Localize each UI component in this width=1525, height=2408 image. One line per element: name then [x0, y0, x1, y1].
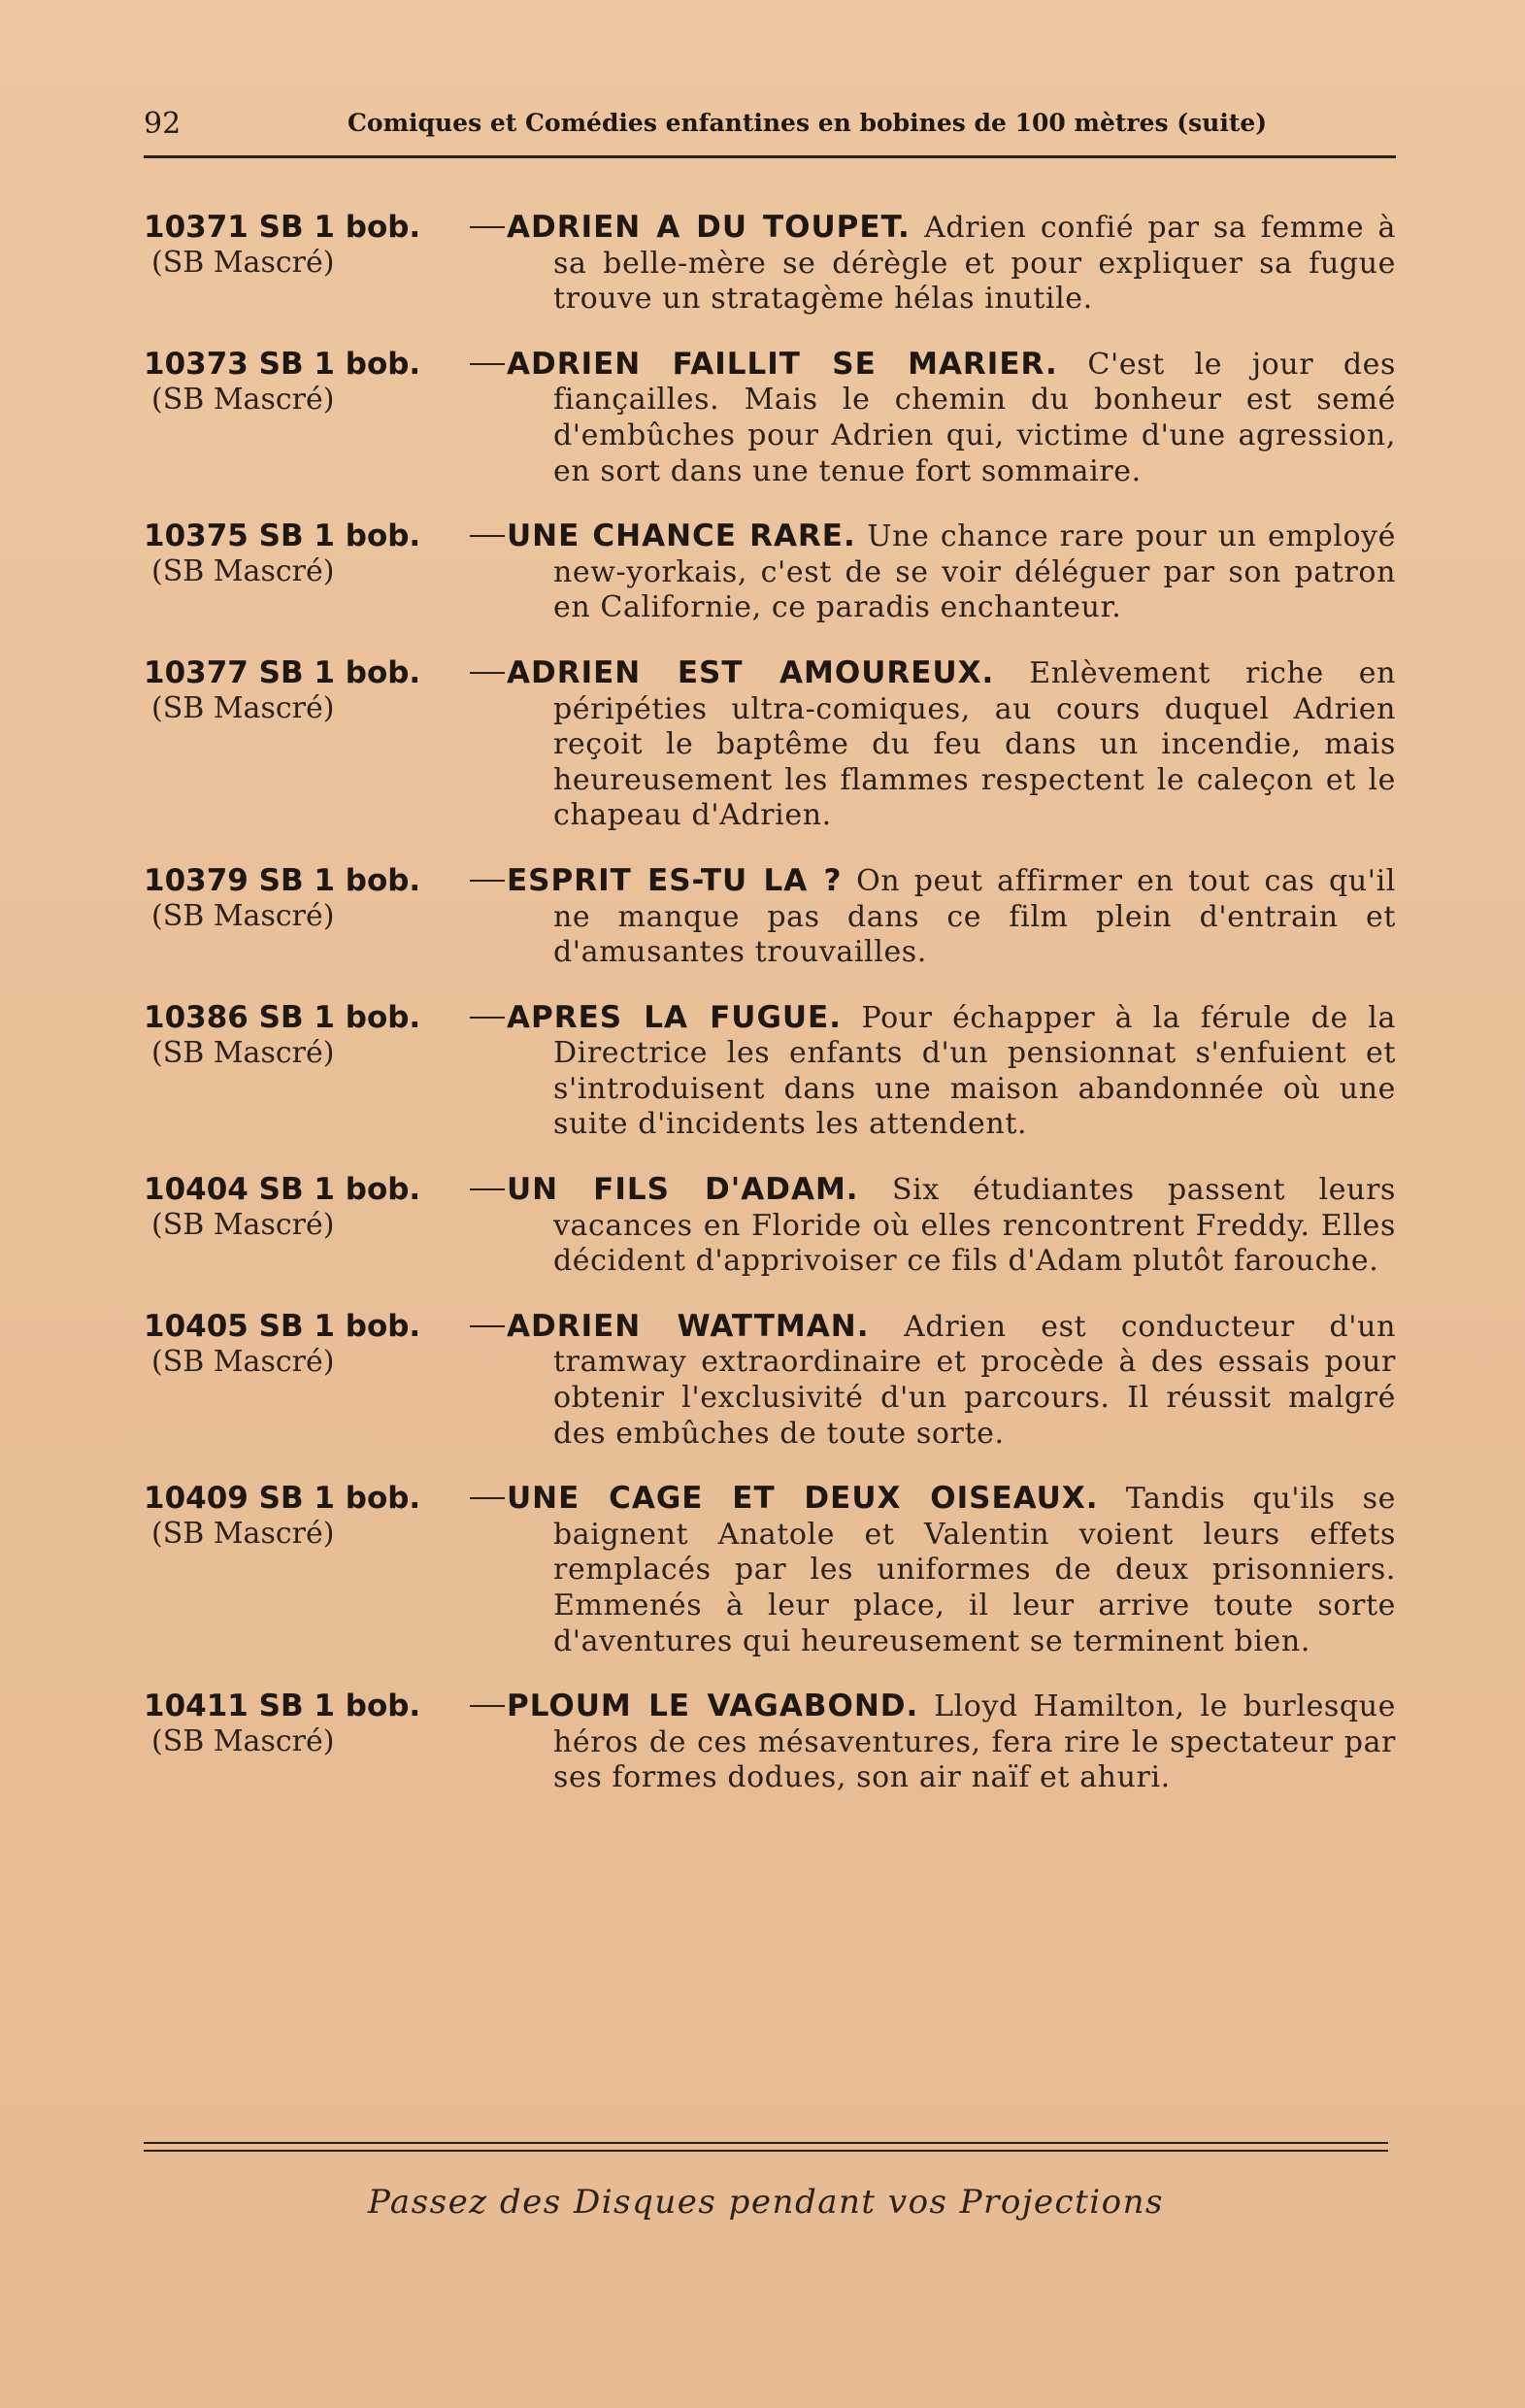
entry-description: Tandis qu'ils se baignent Anatole et Valentin voient leurs effets remplacés par les uniformes de deux prisonniers. Emmenés à leur place, il leur arrive toute sorte d'aventures qui heureusement se terminent bien.: [553, 1482, 1396, 1658]
entry-distributor: (SB Mascré): [151, 1517, 335, 1552]
entry-title: ADRIEN WATTMAN.: [507, 1308, 870, 1344]
entry-description-block: [507, 1689, 1396, 1796]
footer-rule: [144, 2142, 1388, 2144]
entry-title: UNE CAGE ET DEUX OISEAUX.: [507, 1481, 1099, 1517]
entry-reference-block: [144, 210, 464, 281]
entry-reference: 10386 SB 1 bob.: [144, 999, 421, 1035]
page-header: [144, 101, 1396, 155]
entry-dash: [470, 535, 505, 537]
entry-reference: 10409 SB 1 bob.: [144, 1481, 421, 1517]
catalog-entry: [144, 1689, 1396, 1796]
catalog-entry: [144, 863, 1396, 971]
entry-distributor: (SB Mascré): [151, 382, 335, 417]
entry-title: APRES LA FUGUE.: [507, 999, 843, 1035]
entry-reference-block: [144, 863, 464, 934]
entry-distributor: (SB Mascré): [151, 690, 335, 725]
entry-reference: 10404 SB 1 bob.: [144, 1172, 421, 1208]
entry-description-block: [507, 1308, 1397, 1452]
entry-distributor: (SB Mascré): [151, 1208, 335, 1243]
entry-description-block: [507, 1481, 1396, 1659]
footer-rule: [144, 2150, 1388, 2152]
entry-title: ADRIEN FAILLIT SE MARIER.: [507, 346, 1058, 382]
entry-reference: 10373 SB 1 bob.: [144, 346, 421, 382]
header-rule: [144, 155, 1396, 158]
entry-reference-block: [144, 1689, 464, 1759]
entry-reference-block: [144, 1172, 464, 1243]
entry-dash: [470, 1188, 505, 1190]
entry-description-block: [507, 862, 1396, 971]
catalog-entry: [144, 1172, 1396, 1280]
entry-dash: [470, 226, 505, 228]
entry-reference-block: [144, 518, 464, 589]
entry-dash: [470, 363, 505, 365]
entry-title: UNE CHANCE RARE.: [507, 518, 856, 554]
catalog-entry: [144, 1481, 1396, 1659]
entry-distributor: (SB Mascré): [151, 246, 335, 280]
entry-description: Pour échapper à la férule de la Directrice les enfants d'un pensionnat s'enfuient et s'introduisent dans une maison abandonnée où une suite d'incidents les attendent.: [553, 1000, 1396, 1142]
entry-reference: 10379 SB 1 bob.: [144, 862, 421, 898]
running-title: Comiques et Comédies enfantines en bobines de 100 mètres (suite): [348, 109, 1268, 137]
entry-description-block: [507, 999, 1396, 1143]
entry-title: PLOUM LE VAGABOND.: [507, 1689, 919, 1724]
entry-description: Adrien est conducteur d'un tramway extraordinaire et procède à des essais pour obtenir l'exclusivité d'un parcours. Il réussit malgré des embûches de toute sorte.: [553, 1309, 1397, 1451]
entry-reference-block: [144, 655, 464, 726]
catalog-entry: [144, 347, 1396, 489]
entry-description-block: [507, 1172, 1396, 1280]
entry-reference: 10371 SB 1 bob.: [144, 210, 421, 245]
entry-reference: 10411 SB 1 bob.: [144, 1689, 421, 1724]
entry-title: ADRIEN A DU TOUPET.: [507, 210, 911, 245]
page-number: 92: [144, 107, 182, 141]
entry-description: Six étudiantes passent leurs vacances en Floride où elles rencontrent Freddy. Elles décident d'apprivoiser ce fils d'Adam plutôt farouche.: [553, 1173, 1396, 1279]
entry-dash: [470, 1325, 505, 1327]
entry-reference-block: [144, 1481, 464, 1552]
entry-description: C'est le jour des fiançailles. Mais le chemin du bonheur est semé d'embûches pour Adrien qui, victime d'une agression, en sort dans une tenue fort sommaire.: [553, 347, 1396, 488]
entry-title: UN FILS D'ADAM.: [507, 1172, 859, 1208]
entry-title: ADRIEN EST AMOUREUX.: [507, 654, 995, 690]
entry-reference: 10405 SB 1 bob.: [144, 1308, 421, 1344]
entry-distributor: (SB Mascré): [151, 554, 335, 589]
entry-description-block: [507, 210, 1396, 318]
entry-dash: [470, 1017, 505, 1019]
catalog-entries: [144, 210, 1396, 1825]
entry-title: ESPRIT ES-TU LA ?: [507, 862, 843, 898]
entry-dash: [470, 672, 505, 674]
catalog-entry: [144, 518, 1396, 626]
entry-dash: [470, 880, 505, 882]
entry-description: Lloyd Hamilton, le burlesque héros de ces mésaventures, fera rire le spectateur par ses formes dodues, son air naïf et ahuri.: [553, 1689, 1396, 1795]
entry-dash: [470, 1497, 505, 1499]
catalog-entry: [144, 1309, 1396, 1452]
entry-description: Une chance rare pour un employé new-yorkais, c'est de se voir déléguer par son patron en Californie, ce paradis enchanteur.: [553, 519, 1397, 625]
entry-reference: 10377 SB 1 bob.: [144, 654, 421, 690]
entry-description: On peut affirmer en tout cas qu'il ne manque pas dans ce film plein d'entrain et d'amusantes trouvailles.: [553, 863, 1396, 970]
entry-reference-block: [144, 1000, 464, 1071]
entry-description: Enlèvement riche en péripéties ultra-comiques, au cours duquel Adrien reçoit le baptême du feu dans un incendie, mais heureusement les flammes respectent le caleçon et le chapeau d'Adrien.: [553, 655, 1397, 833]
entry-description-block: [507, 518, 1397, 626]
footer-slogan: Passez des Disques pendant vos Projections: [368, 2183, 1164, 2222]
entry-description-block: [507, 346, 1396, 489]
entry-reference: 10375 SB 1 bob.: [144, 518, 421, 554]
entry-distributor: (SB Mascré): [151, 1035, 335, 1070]
entry-distributor: (SB Mascré): [151, 898, 335, 933]
entry-reference-block: [144, 1309, 464, 1380]
catalog-entry: [144, 1000, 1396, 1143]
entry-distributor: (SB Mascré): [151, 1344, 335, 1379]
entry-description-block: [507, 654, 1397, 834]
catalog-entry: [144, 210, 1396, 318]
entry-distributor: (SB Mascré): [151, 1724, 335, 1759]
entry-dash: [470, 1705, 505, 1707]
entry-description: Adrien confié par sa femme à sa belle-mère se dérègle et pour expliquer sa fugue trouve un stratagème hélas inutile.: [553, 211, 1396, 317]
entry-reference-block: [144, 347, 464, 418]
catalog-entry: [144, 655, 1396, 834]
